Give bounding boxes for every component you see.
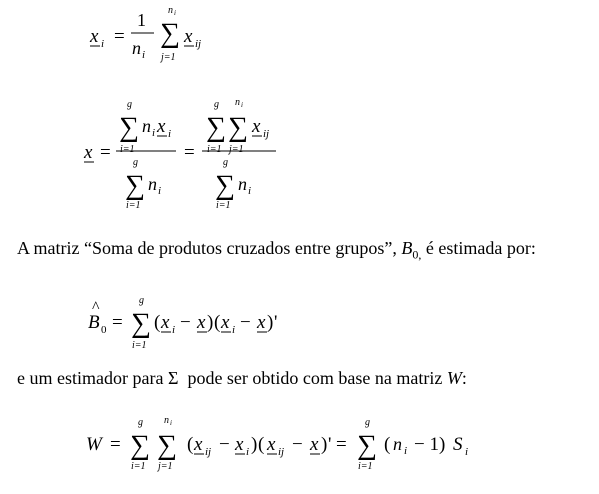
sum-symbol: ∑ <box>160 18 180 49</box>
sum-lower-j: j=1 <box>161 52 176 63</box>
sigma-symbol: Σ <box>167 368 179 388</box>
text-line-sigma <box>17 368 467 389</box>
sum-upper-n: n <box>164 415 169 426</box>
equation-b0-estimate <box>80 290 340 352</box>
minus-sign: − <box>180 312 191 333</box>
equation-group-mean <box>70 0 270 72</box>
minus-one-paren: − 1) <box>414 434 446 455</box>
sum-upper-g: g <box>365 417 370 428</box>
group-mean-symbol: x <box>235 434 244 455</box>
group-mean-symbol: x <box>221 312 230 333</box>
sum-upper-g: g <box>133 157 138 168</box>
text-segment: : <box>461 368 467 388</box>
equals-sign: = <box>110 434 121 455</box>
sum-symbol: ∑ <box>206 112 226 143</box>
b-symbol: B <box>88 312 100 333</box>
sum-upper-i: i <box>174 9 176 17</box>
subscript-i: i <box>142 49 146 61</box>
x-symbol: x <box>184 26 193 47</box>
left-paren: ( <box>384 434 391 455</box>
prime: ' <box>328 434 332 455</box>
equals-sign: = <box>184 142 195 163</box>
n-symbol: n <box>142 116 151 136</box>
right-paren: ) <box>321 434 328 455</box>
w-symbol: W <box>86 434 102 455</box>
sum-symbol: ∑ <box>357 430 377 461</box>
text-segment: é estimada por: <box>421 238 536 258</box>
hat-symbol: ^ <box>92 299 100 316</box>
prime: ' <box>274 312 278 333</box>
right-paren: ) <box>251 434 258 455</box>
text-segment: pode ser obtido com base na matriz <box>178 368 447 388</box>
sum-upper-g: g <box>214 99 219 110</box>
left-paren: ( <box>214 312 221 333</box>
subscript-i: i <box>465 446 469 458</box>
text-segment: A matriz “Soma de produtos cruzados entre grupos”, <box>17 238 402 258</box>
subscript-i: i <box>152 127 156 139</box>
subscript-i: i <box>172 324 176 336</box>
overall-mean-symbol: x <box>257 312 266 333</box>
sum-upper-g: g <box>139 295 144 306</box>
left-paren: ( <box>154 312 161 333</box>
minus-sign: − <box>292 434 303 455</box>
denominator-n: n <box>132 38 141 58</box>
equation-w-matrix <box>78 414 498 484</box>
x-symbol: x <box>194 434 203 455</box>
text-segment: e um estimador para <box>17 368 168 388</box>
x-symbol: x <box>267 434 276 455</box>
overall-mean-symbol: x <box>84 142 93 163</box>
sum-symbol: ∑ <box>119 112 139 143</box>
sum-symbol: ∑ <box>125 170 145 201</box>
group-mean-symbol: x <box>90 26 99 47</box>
subscript-i: i <box>246 446 250 458</box>
subscript-i: i <box>158 185 162 197</box>
s-symbol: S <box>453 434 463 455</box>
subscript-i: i <box>168 128 172 140</box>
group-mean-symbol: x <box>157 116 166 137</box>
subscript-i: i <box>404 445 408 457</box>
equals-sign: = <box>100 142 111 163</box>
sum-lower-i: i=1 <box>126 200 141 211</box>
subscript-i: i <box>248 185 252 197</box>
sum-upper-n: n <box>235 97 240 108</box>
sum-lower-i: i=1 <box>131 461 146 472</box>
n-symbol: n <box>238 174 247 194</box>
left-paren: ( <box>258 434 265 455</box>
b-symbol: B <box>401 238 413 258</box>
subscript-zero: 0 <box>101 324 107 336</box>
sum-symbol: ∑ <box>215 170 235 201</box>
equals-sign: = <box>112 312 123 333</box>
subscript-i: i <box>101 38 105 50</box>
sum-upper-g: g <box>138 417 143 428</box>
n-symbol: n <box>393 434 402 454</box>
sum-symbol: ∑ <box>228 112 248 143</box>
sum-symbol: ∑ <box>130 430 150 461</box>
sum-symbol: ∑ <box>131 308 151 339</box>
subscript-ij: ij <box>195 38 202 50</box>
numerator-one: 1 <box>137 10 146 30</box>
b-subscript: 0, <box>412 247 422 262</box>
n-symbol: n <box>148 174 157 194</box>
group-mean-symbol: x <box>161 312 170 333</box>
sum-upper-i: i <box>241 101 243 109</box>
sum-upper-n: n <box>168 5 173 16</box>
subscript-ij: ij <box>263 128 270 140</box>
sum-lower-i: i=1 <box>120 144 135 155</box>
x-symbol: x <box>252 116 261 137</box>
sum-upper-g: g <box>223 157 228 168</box>
sum-lower-i: i=1 <box>207 144 222 155</box>
minus-sign: − <box>240 312 251 333</box>
w-symbol: W <box>446 368 462 388</box>
equation-overall-mean <box>70 90 310 215</box>
sum-symbol: ∑ <box>157 430 177 461</box>
sum-upper-g: g <box>127 99 132 110</box>
sum-lower-i: i=1 <box>358 461 373 472</box>
equals-sign: = <box>336 434 347 455</box>
text-line-b0 <box>17 238 536 263</box>
sum-lower-i: i=1 <box>132 340 147 351</box>
right-paren: ) <box>267 312 274 333</box>
overall-mean-symbol: x <box>197 312 206 333</box>
subscript-ij: ij <box>205 446 212 458</box>
sum-upper-i: i <box>170 419 172 427</box>
subscript-i: i <box>232 324 236 336</box>
overall-mean-symbol: x <box>310 434 319 455</box>
minus-sign: − <box>219 434 230 455</box>
right-paren: ) <box>207 312 214 333</box>
equals-sign: = <box>114 26 125 47</box>
sum-lower-j: j=1 <box>229 144 244 155</box>
sum-lower-j: j=1 <box>158 461 173 472</box>
subscript-ij: ij <box>278 446 285 458</box>
left-paren: ( <box>187 434 194 455</box>
sum-lower-i: i=1 <box>216 200 231 211</box>
